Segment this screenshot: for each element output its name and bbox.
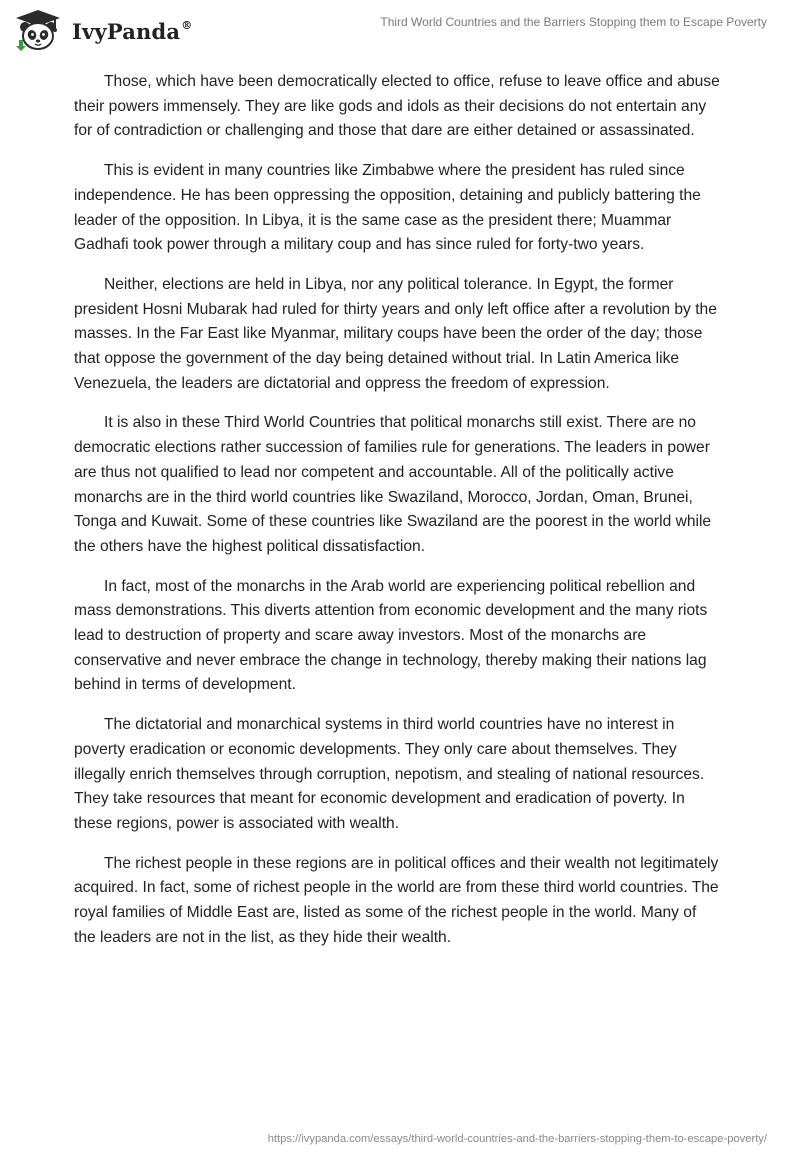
- document-title: Third World Countries and the Barriers Stopping them to Escape Poverty: [380, 15, 767, 29]
- registered-mark: ®: [181, 18, 193, 32]
- paragraph-5: In fact, most of the monarchs in the Arab world are experiencing political rebellion and mass demonstrations. This diverts attention from economic development and the many riots lead to destruction of property and scare away investors. Most of the monarchs are conservative and never embrace the change in technology, thereby making their nations lag behind in terms of development.: [74, 577, 708, 694]
- panda-logo-icon: [14, 8, 62, 52]
- source-url-link[interactable]: https://ivypanda.com/essays/third-world-countries-and-the-barriers-stopping-them-to-escape-poverty/: [267, 1133, 767, 1145]
- paragraph-7: The richest people in these regions are in political offices and their wealth not legitimately acquired. In fact, some of richest people in the world are from these third world countries. The royal families of Middle East are, listed as some of the richest people in the world. Many of the leaders are not in the list, as they hide their wealth.: [74, 854, 719, 946]
- paragraph-6: The dictatorial and monarchical systems in third world countries have no interest in poverty eradication or economic developments. They only care about themselves. They illegally enrich themselves through corruption, nepotism, and stealing of national resources. They take resources that meant for economic development and eradication of poverty. In these regions, power is associated with wealth.: [74, 716, 705, 832]
- brand-name: IvyPanda®: [72, 18, 193, 44]
- page-header: [0, 0, 800, 60]
- paragraph-3: Neither, elections are held in Libya, nor any political tolerance. In Egypt, the former president Hosni Mubarak had ruled for thirty years and only left office after a revolution by the masses. In the Far East like Myanmar, military coups have been the order of the day; those that oppose the government of the day being detained without trial. In Latin America like Venezuela, the leaders are dictatorial and oppress the freedom of expression.: [74, 275, 717, 392]
- paragraph-2: This is evident in many countries like Zimbabwe where the president has ruled since independence. He has been oppressing the opposition, detaining and publicly battering the leader of the opposition. In Libya, it is the same case as the president there; Muammar Gadhafi took power through a military coup and has since ruled for forty-two years.: [74, 162, 701, 254]
- essay-body: [74, 70, 722, 966]
- paragraph-4: It is also in these Third World Countries that political monarchs still exist. There are no democratic elections rather succession of families rule for generations. The leaders in power are thus not qualified to lead nor competent and accountable. All of the politically active monarchs are in the third world countries like Swaziland, Morocco, Jordan, Oman, Brunei, Tonga and Kuwait. Some of these countries like Swaziland are the poorest in the world while the others have the highest political dissatisfaction.: [74, 414, 712, 555]
- brand-logo[interactable]: [14, 8, 192, 52]
- paragraph-1: Those, which have been democratically elected to office, refuse to leave office and abuse their powers immensely. They are like gods and idols as their decisions do not entertain any for of contradiction or challenging and those that dare are either detained or assassinated.: [74, 73, 720, 140]
